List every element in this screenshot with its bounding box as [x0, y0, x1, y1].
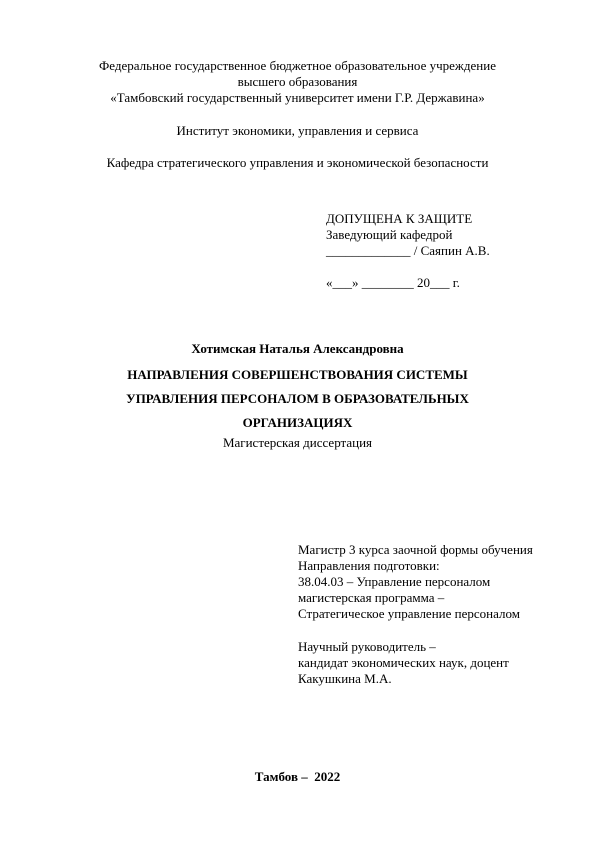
thesis-type: Магистерская диссертация: [222, 435, 373, 450]
title-line-2: УПРАВЛЕНИЯ ПЕРСОНАЛОМ В ОБРАЗОВАТЕЛЬНЫХ: [126, 391, 469, 406]
title-line-3: ОРГАНИЗАЦИЯХ: [242, 415, 353, 430]
header-line-2: высшего образования: [237, 74, 358, 89]
supervisor-info: [298, 639, 509, 687]
student-info: [298, 542, 533, 622]
approval-date-line: «___» ________ 20___ г.: [326, 275, 460, 290]
approval-signature-line: _____________ / Саяпин А.В.: [326, 243, 490, 258]
institute-name: Институт экономики, управления и сервиса: [176, 123, 419, 138]
approval-block: [326, 211, 490, 259]
city-year-footer: Тамбов – 2022: [254, 769, 341, 784]
supervisor-line-2: кандидат экономических наук, доцент: [298, 655, 509, 670]
author-name: Хотимская Наталья Александровна: [191, 341, 404, 356]
header-line-1: Федеральное государственное бюджетное образовательное учреждение: [99, 58, 496, 73]
approval-heading: ДОПУЩЕНА К ЗАЩИТЕ: [326, 211, 473, 226]
student-line-1: Магистр 3 курса заочной формы обучения: [298, 542, 533, 557]
university-header: [0, 58, 595, 106]
title-line-1: НАПРАВЛЕНИЯ СОВЕРШЕНСТВОВАНИЯ СИСТЕМЫ: [127, 367, 468, 382]
student-line-5: Стратегическое управление персоналом: [298, 606, 520, 621]
student-line-2: Направления подготовки:: [298, 558, 440, 573]
supervisor-line-3: Какушкина М.А.: [298, 671, 392, 686]
approval-head-of-department: Заведующий кафедрой: [326, 227, 453, 242]
supervisor-line-1: Научный руководитель –: [298, 639, 436, 654]
header-line-3: «Тамбовский государственный университет имени Г.Р. Державина»: [110, 90, 485, 105]
student-line-4: магистерская программа –: [298, 590, 445, 605]
student-line-3: 38.04.03 – Управление персоналом: [298, 574, 491, 589]
thesis-title: [0, 363, 595, 435]
department-name: Кафедра стратегического управления и экономической безопасности: [106, 155, 489, 170]
